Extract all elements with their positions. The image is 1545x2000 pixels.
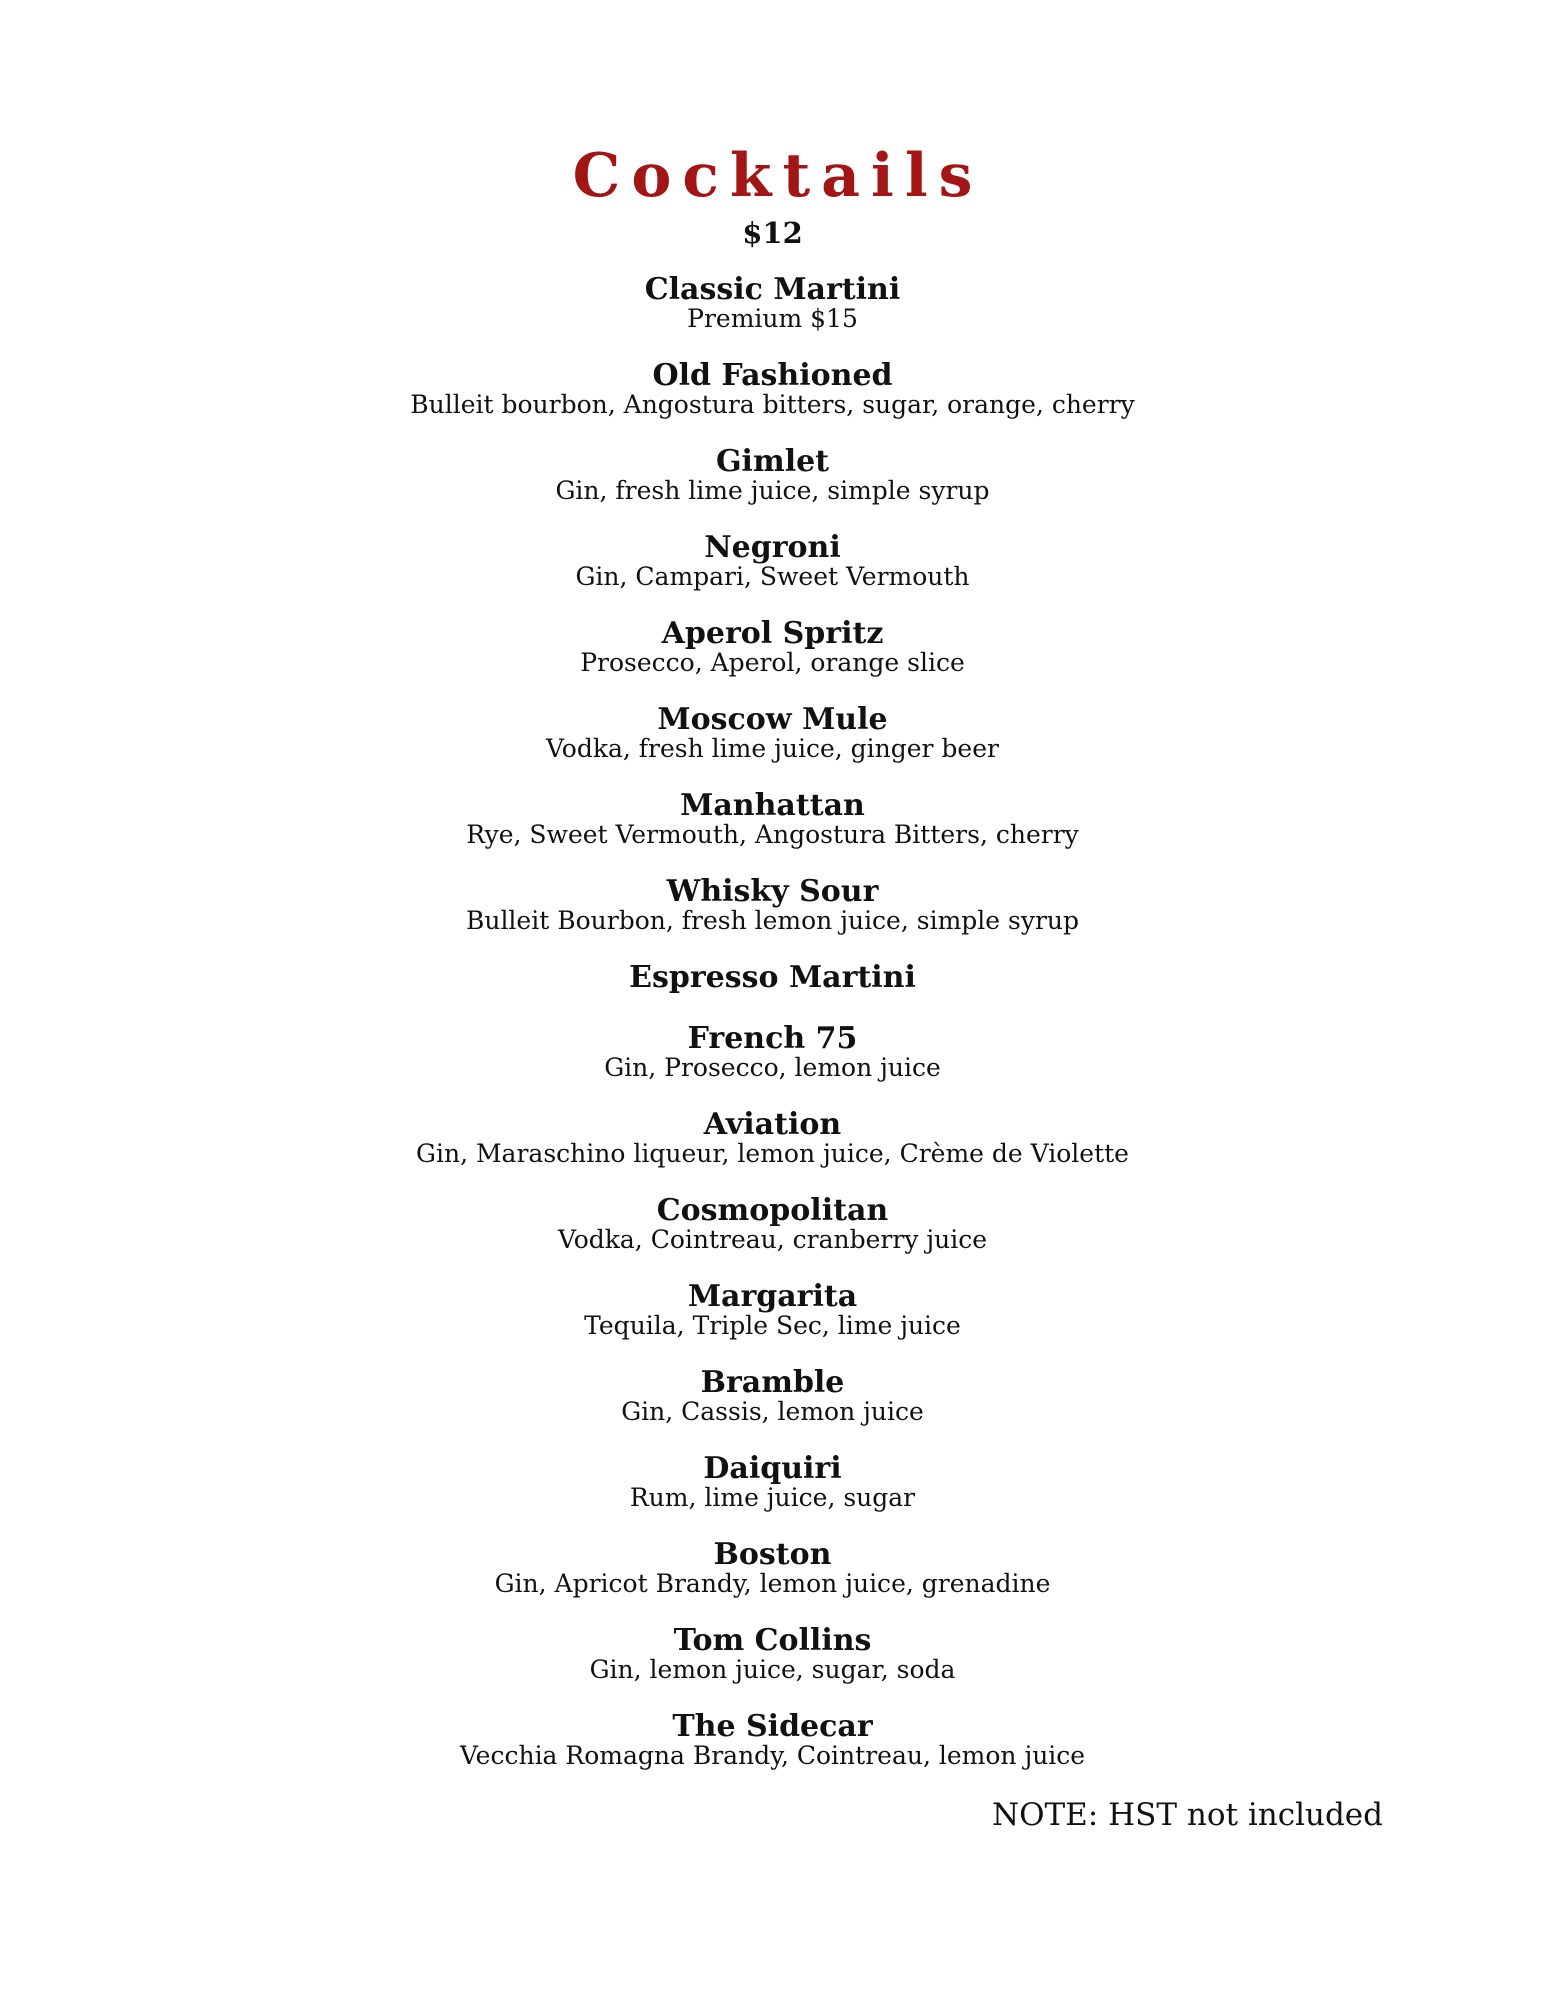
cocktail-item — [0, 1195, 1545, 1281]
cocktail-name: Espresso Martini — [629, 960, 916, 995]
cocktail-item — [0, 274, 1545, 360]
cocktail-description: Gin, Cassis, lemon juice — [621, 1397, 924, 1426]
cocktail-name: Old Fashioned — [652, 358, 893, 393]
cocktail-item — [0, 1711, 1545, 1797]
cocktail-description: Vodka, Cointreau, cranberry juice — [557, 1225, 988, 1254]
cocktail-description: Gin, lemon juice, sugar, soda — [589, 1655, 956, 1684]
cocktail-name: Manhattan — [680, 788, 865, 823]
cocktail-description: Gin, Maraschino liqueur, lemon juice, Crème de Violette — [416, 1139, 1129, 1168]
cocktail-item — [0, 1109, 1545, 1195]
cocktail-name: Aviation — [703, 1107, 842, 1142]
cocktail-item — [0, 962, 1545, 1023]
tax-note: NOTE: HST not included — [991, 1797, 1383, 1833]
cocktail-item — [0, 1453, 1545, 1539]
menu-title: Cocktails — [572, 141, 984, 211]
cocktail-description: Bulleit bourbon, Angostura bitters, sugar, orange, cherry — [410, 390, 1135, 419]
cocktail-description: Gin, fresh lime juice, simple syrup — [555, 476, 990, 505]
cocktail-description: Gin, Apricot Brandy, lemon juice, grenadine — [494, 1569, 1051, 1598]
cocktail-description: Vodka, fresh lime juice, ginger beer — [546, 734, 999, 763]
cocktail-description: Gin, Campari, Sweet Vermouth — [575, 562, 970, 591]
cocktail-item — [0, 1367, 1545, 1453]
cocktail-name: Cosmopolitan — [656, 1193, 889, 1228]
cocktail-item — [0, 532, 1545, 618]
cocktail-description: Prosecco, Aperol, orange slice — [580, 648, 965, 677]
cocktail-name: French 75 — [687, 1021, 858, 1056]
cocktail-name: Margarita — [687, 1279, 858, 1314]
cocktail-name: Bramble — [700, 1365, 845, 1400]
cocktail-name: The Sidecar — [672, 1709, 873, 1744]
cocktail-description: Bulleit Bourbon, fresh lemon juice, simple syrup — [465, 906, 1080, 935]
cocktail-description: Tequila, Triple Sec, lime juice — [584, 1311, 961, 1340]
cocktail-item — [0, 1281, 1545, 1367]
cocktail-name: Aperol Spritz — [661, 616, 884, 651]
cocktail-item — [0, 876, 1545, 962]
cocktail-item — [0, 446, 1545, 532]
cocktail-name: Classic Martini — [644, 272, 901, 307]
cocktail-description: Rum, lime juice, sugar — [629, 1483, 916, 1512]
cocktail-description: Vecchia Romagna Brandy, Cointreau, lemon juice — [459, 1741, 1086, 1770]
cocktail-name: Moscow Mule — [657, 702, 888, 737]
cocktail-item — [0, 618, 1545, 704]
cocktail-item — [0, 1625, 1545, 1711]
cocktail-name: Gimlet — [715, 444, 830, 479]
cocktail-description: Rye, Sweet Vermouth, Angostura Bitters, cherry — [466, 820, 1079, 849]
cocktail-item — [0, 360, 1545, 446]
cocktail-item — [0, 704, 1545, 790]
cocktail-name: Daiquiri — [703, 1451, 842, 1486]
cocktail-name: Boston — [713, 1537, 832, 1572]
cocktail-description: Gin, Prosecco, lemon juice — [604, 1053, 941, 1082]
menu-price: $12 — [742, 216, 803, 250]
cocktail-name: Whisky Sour — [666, 874, 879, 909]
cocktail-name: Negroni — [704, 530, 841, 565]
cocktail-item — [0, 790, 1545, 876]
cocktail-item — [0, 1539, 1545, 1625]
cocktail-description: Premium $15 — [687, 304, 858, 333]
cocktail-list — [0, 274, 1545, 1797]
cocktail-item — [0, 1023, 1545, 1109]
cocktail-name: Tom Collins — [673, 1623, 872, 1658]
